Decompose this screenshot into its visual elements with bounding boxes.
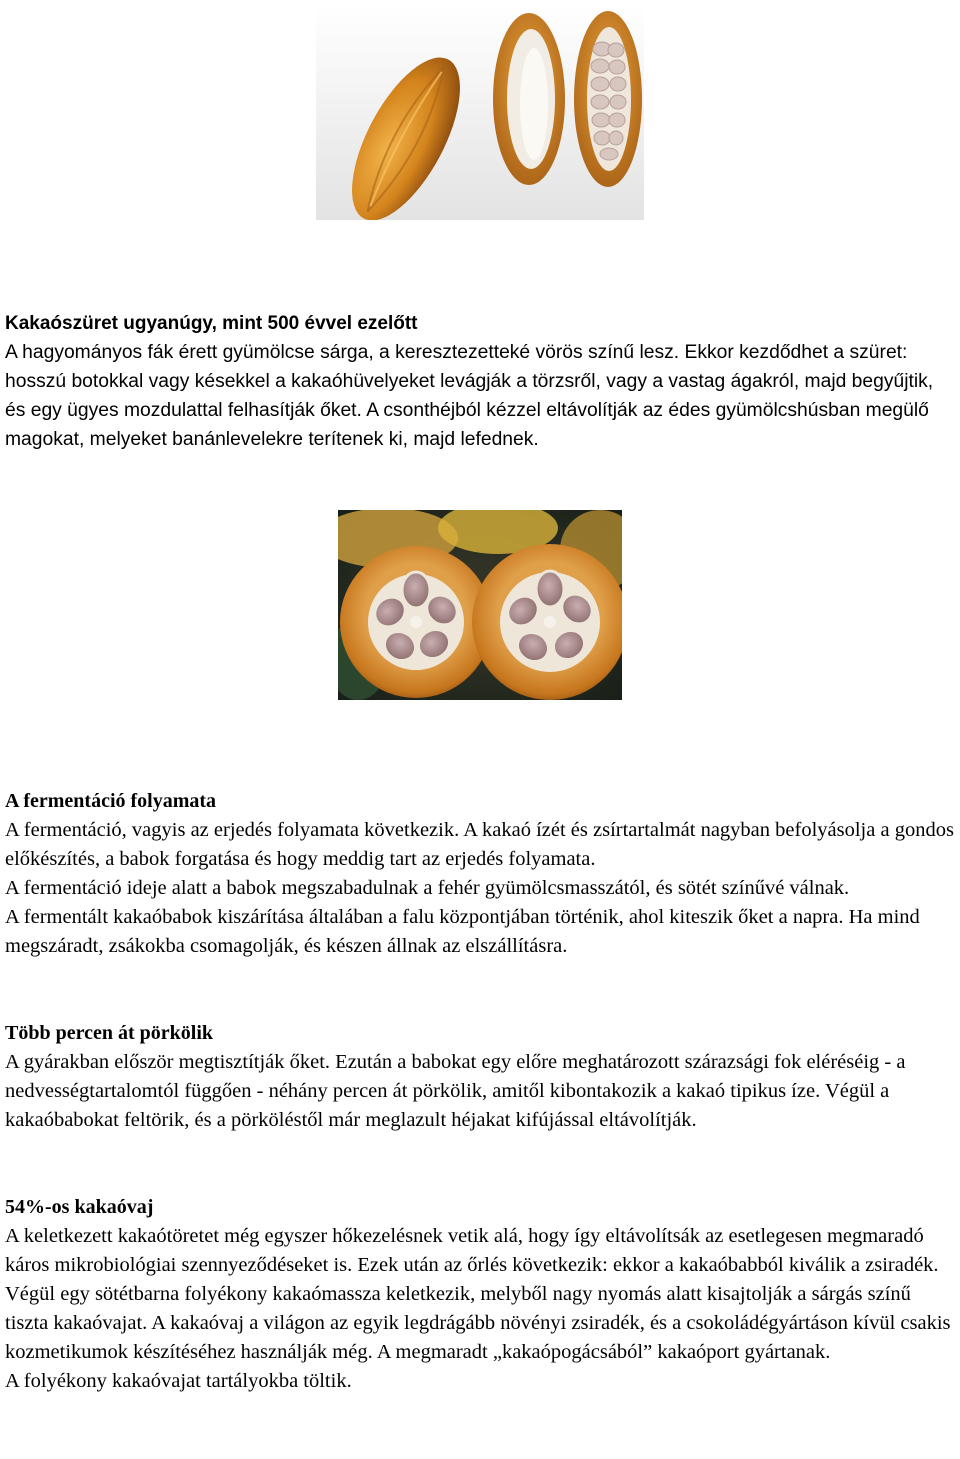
harvest-heading: Kakaószüret ugyanúgy, mint 500 évvel ezelőtt	[5, 313, 418, 334]
right-cross-section-graphic	[472, 544, 622, 700]
fermentation-section	[5, 787, 957, 961]
cocoa-butter-last-line: A folyékony kakaóvajat tartályokba töltik.	[5, 1370, 352, 1392]
open-pod-pulp-graphic	[493, 13, 565, 185]
fermentation-paragraph-2: A fermentáció ideje alatt a babok megszabadulnak a fehér gyümölcsmasszától, és sötét színűvé válnak.	[5, 877, 850, 899]
fermentation-heading: A fermentáció folyamata	[5, 790, 217, 812]
cacao-pods-image	[316, 4, 644, 220]
fermentation-paragraph-1: A fermentáció, vagyis az erjedés folyamata következik. A kakaó ízét és zsírtartalmát nagyban befolyásolja a gondos előkészítés, a babok forgatása és hogy meddig tart az erjedés folyamata.	[5, 819, 954, 870]
cocoa-butter-heading: 54%-os kakaóvaj	[5, 1196, 154, 1218]
left-cross-section-graphic	[340, 546, 492, 698]
harvest-section	[5, 309, 957, 454]
cocoa-butter-section	[5, 1193, 957, 1396]
roasting-paragraph: A gyárakban először megtisztítják őket. Ezután a babokat egy előre meghatározott szárazsági fok eléréséig - a nedvességtartalomtól függően - néhány percen át pörkölik, amitől kibontakozik a kakaó tipikus íze. Végül a kakaóbabokat feltörik, és a pörköléstől már meglazult héjakat kifújással eltávolítják.	[5, 1051, 906, 1131]
roasting-section	[5, 1019, 957, 1135]
roasting-heading: Több percen át pörkölik	[5, 1022, 213, 1044]
cacao-cross-section-image	[338, 510, 622, 700]
fermentation-paragraph-3: A fermentált kakaóbabok kiszárítása általában a falu központjában történik, ahol kiteszik őket a napra. Ha mind megszáradt, zsákokba csomagolják, és készen állnak az elszállításra.	[5, 906, 920, 957]
harvest-paragraph: A hagyományos fák érett gyümölcse sárga, a keresztezetteké vörös színű lesz. Ekkor kezdődhet a szüret: hosszú botokkal vagy késekkel a kakaóhüvelyeket levágják a törzsről, vagy a vastag ágakról, majd begyűjtik, és egy ügyes mozdulattal felhasítják őket. A csonthéjból kézzel eltávolítják az édes gyümölcshúsban megülő magokat, melyeket banánlevelekre terítenek ki, majd lefednek.	[5, 342, 934, 450]
open-pod-beans-graphic	[574, 11, 642, 187]
cocoa-butter-paragraph: A keletkezett kakaótöretet még egyszer hőkezelésnek vetik alá, hogy így eltávolítsák az esetlegesen megmaradó káros mikrobiológiai szennyeződéseket is. Ezek után az őrlés következik: ekkor a kakaóbabból kiválik a zsiradék. Végül egy sötétbarna folyékony kakaómassza keletkezik, melyből nagy nyomás alatt kisajtolják a sárgás színű tiszta kakaóvajat. A kakaóvaj a világon az egyik legdrágább növényi zsiradék, és a csokoládégyártáson kívül csakis kozmetikumok készítéséhez használják még. A megmaradt „kakaópogácsából” kakaóport gyártanak.	[5, 1225, 951, 1363]
